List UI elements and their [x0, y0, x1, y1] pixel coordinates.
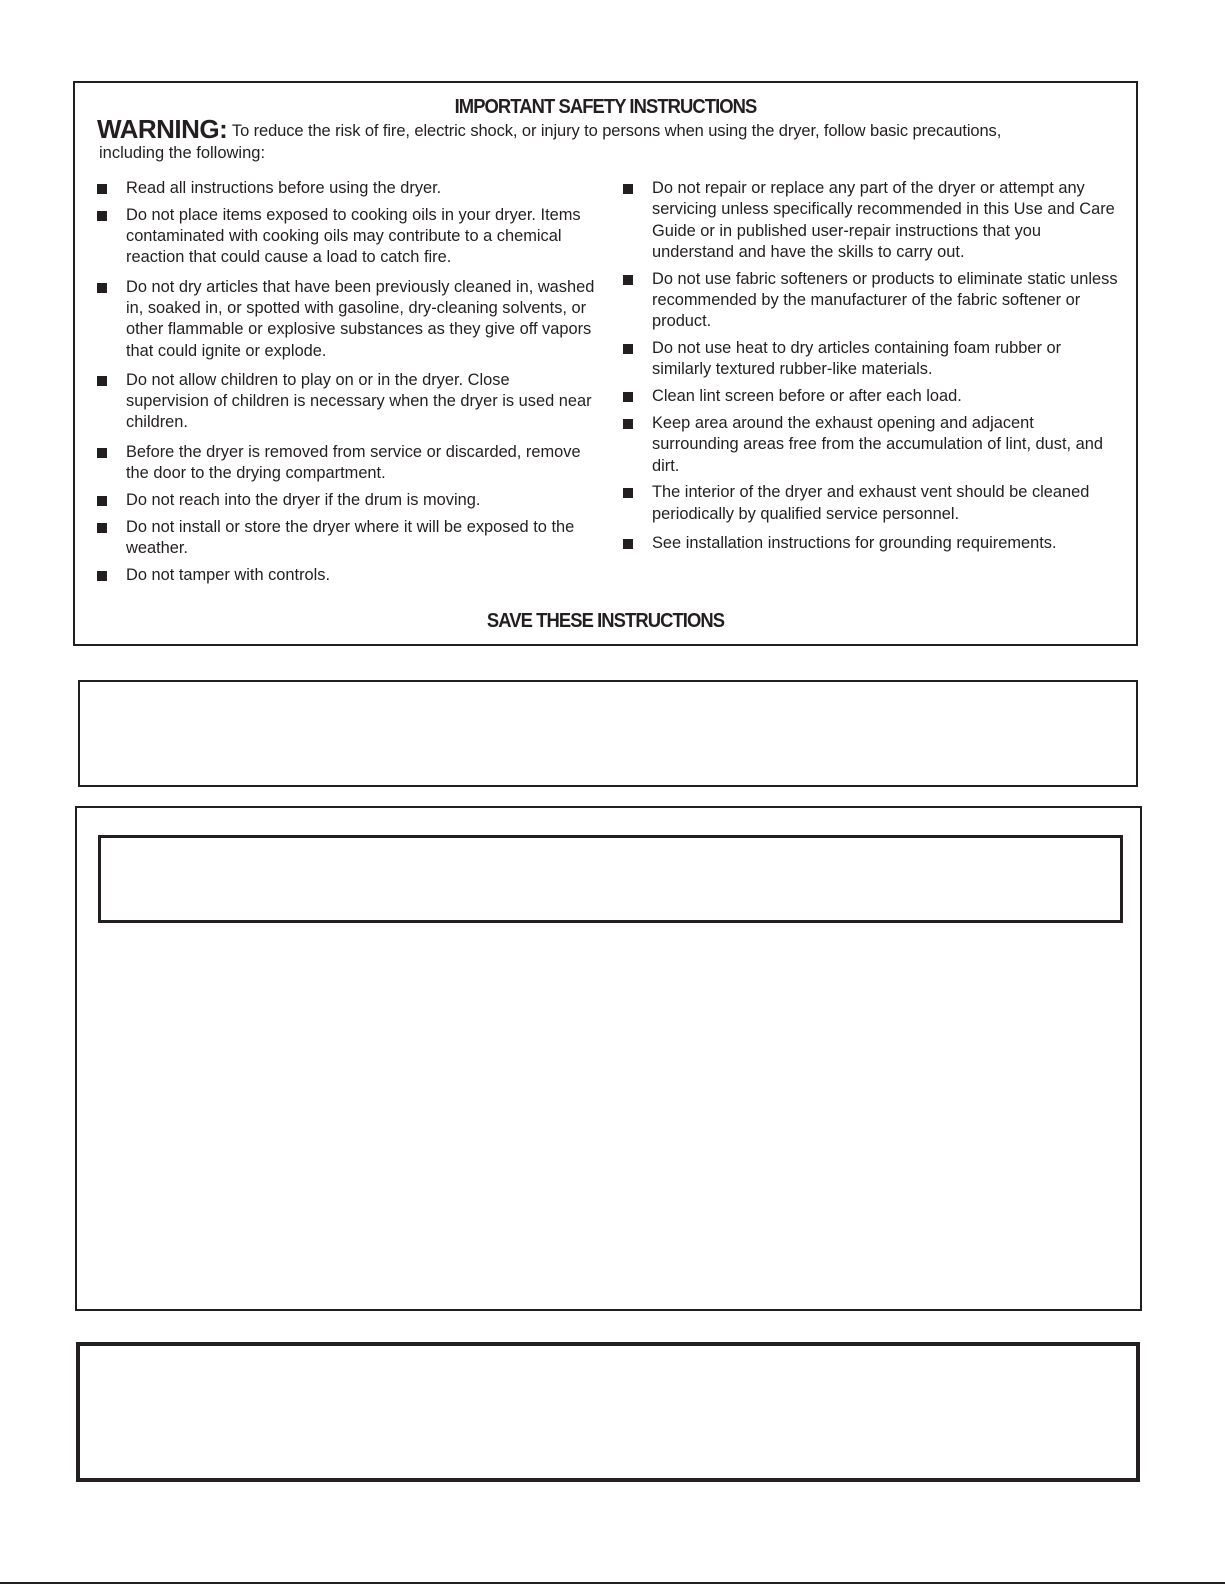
- safety-title: IMPORTANT SAFETY INSTRUCTIONS: [454, 96, 757, 118]
- empty-box-3: [75, 806, 1142, 1311]
- empty-inner-box: [98, 835, 1123, 923]
- square-bullet-icon: [623, 392, 633, 402]
- list-item: Keep area around the exhaust opening and adjacent surrounding areas free from the accumulation of lint, dust, and dirt.: [623, 413, 1123, 477]
- square-bullet-icon: [623, 184, 633, 194]
- list-item: Do not install or store the dryer where it will be exposed to the weather.: [97, 517, 597, 560]
- square-bullet-icon: [97, 376, 107, 386]
- list-item: Before the dryer is removed from service or discarded, remove the door to the drying compartment.: [97, 442, 597, 485]
- square-bullet-icon: [97, 448, 107, 458]
- list-item: Do not tamper with controls.: [97, 565, 597, 586]
- square-bullet-icon: [97, 496, 107, 506]
- bottom-divider: [0, 1582, 1225, 1584]
- list-item: Do not place items exposed to cooking oils in your dryer. Items contaminated with cooking oils may contribute to a chemical reaction that could cause a load to catch fire.: [97, 205, 597, 269]
- square-bullet-icon: [97, 523, 107, 533]
- list-item: Do not allow children to play on or in the dryer. Close supervision of children is necessary when the dryer is used near children.: [97, 370, 597, 434]
- warning-text: To reduce the risk of fire, electric shock, or injury to persons when using the dryer, follow basic precautions,: [231, 122, 1002, 140]
- list-item: Do not repair or replace any part of the dryer or attempt any servicing unless specifically recommended in this Use and Care Guide or in published user-repair instructions that you understand and have the skills to carry out.: [623, 178, 1123, 263]
- square-bullet-icon: [623, 344, 633, 354]
- square-bullet-icon: [623, 419, 633, 429]
- list-item: Do not dry articles that have been previously cleaned in, washed in, soaked in, or spotted with gasoline, dry-cleaning solvents, or other flammable or explosive substances as they give off vapors that could ignite or explode.: [97, 277, 597, 362]
- list-item: Read all instructions before using the dryer.: [97, 178, 597, 199]
- warning-text-continued: including the following:: [99, 144, 266, 162]
- square-bullet-icon: [97, 184, 107, 194]
- empty-box-4: [76, 1342, 1140, 1482]
- square-bullet-icon: [97, 211, 107, 221]
- list-item: Do not reach into the dryer if the drum is moving.: [97, 490, 597, 511]
- list-item: See installation instructions for grounding requirements.: [623, 533, 1123, 554]
- left-instruction-list: [97, 178, 597, 592]
- square-bullet-icon: [623, 539, 633, 549]
- warning-statement: [97, 114, 1117, 165]
- list-item: Clean lint screen before or after each load.: [623, 386, 1123, 407]
- right-instruction-list: [623, 178, 1123, 560]
- list-item: Do not use heat to dry articles containing foam rubber or similarly textured rubber-like materials.: [623, 338, 1123, 381]
- square-bullet-icon: [623, 488, 633, 498]
- warning-label: WARNING:: [97, 114, 228, 144]
- list-item: The interior of the dryer and exhaust vent should be cleaned periodically by qualified service personnel.: [623, 482, 1123, 525]
- square-bullet-icon: [97, 283, 107, 293]
- save-instructions-footer: SAVE THESE INSTRUCTIONS: [486, 610, 725, 632]
- list-item: Do not use fabric softeners or products to eliminate static unless recommended by the manufacturer of the fabric softener or product.: [623, 269, 1123, 333]
- safety-instructions-box: [73, 81, 1138, 646]
- square-bullet-icon: [623, 275, 633, 285]
- square-bullet-icon: [97, 571, 107, 581]
- empty-box-2: [78, 680, 1138, 787]
